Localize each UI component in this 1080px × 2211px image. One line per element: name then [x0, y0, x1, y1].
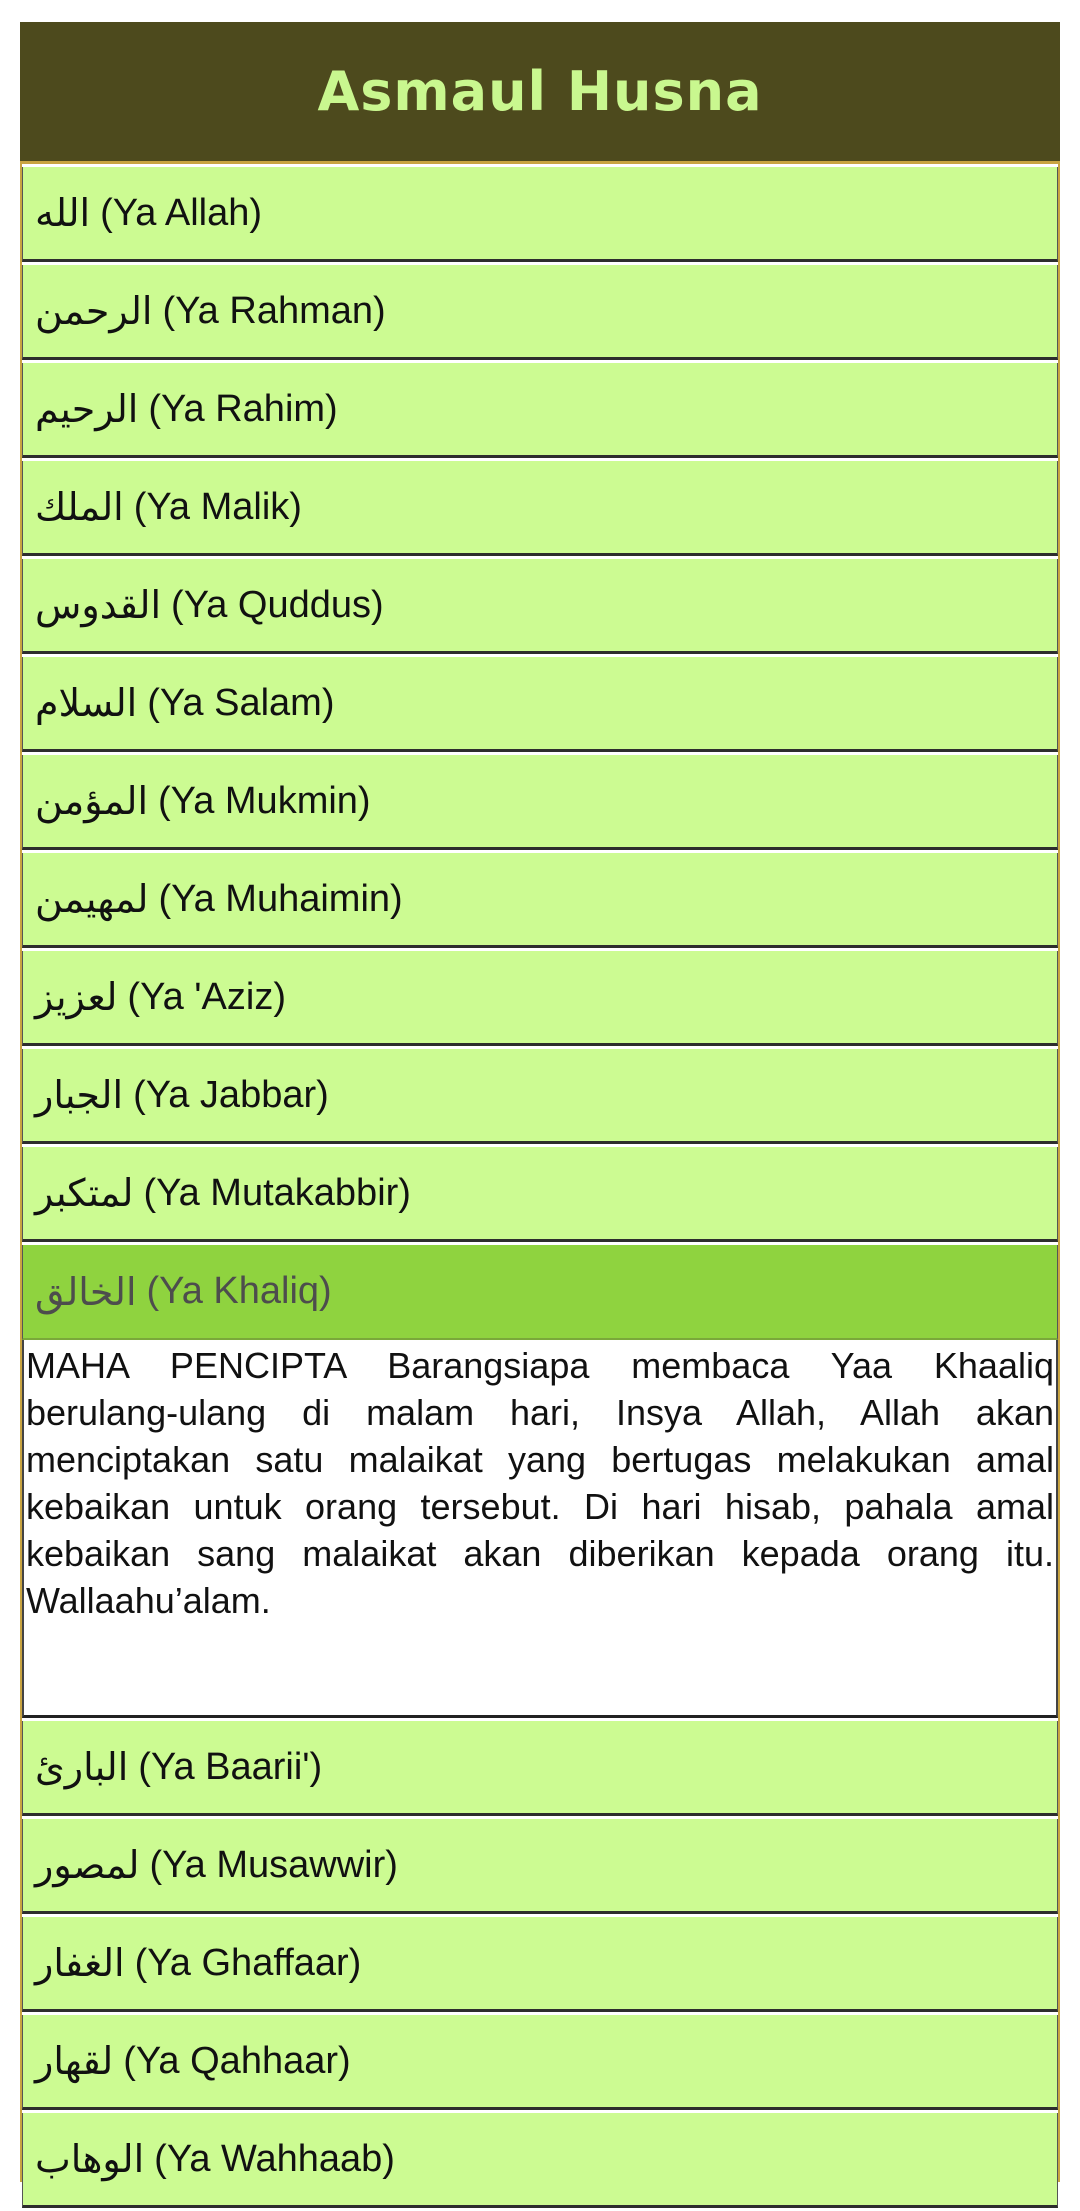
- arabic-name: الله: [35, 191, 91, 235]
- page-title: Asmaul Husna: [317, 60, 763, 123]
- arabic-name: لمهيمن: [35, 877, 149, 921]
- list-item[interactable]: [22, 363, 1058, 458]
- arabic-name: الملك: [35, 485, 124, 529]
- latin-name: (Ya Malik): [133, 485, 302, 528]
- list-item[interactable]: [22, 853, 1058, 948]
- latin-name: (Ya Ghaffaar): [134, 1941, 362, 1984]
- list-item[interactable]: [22, 755, 1058, 850]
- list-item-expanded[interactable]: [22, 1245, 1058, 1340]
- names-list[interactable]: [22, 167, 1058, 2211]
- list-item[interactable]: [22, 1721, 1058, 1816]
- list-item[interactable]: [22, 1147, 1058, 1242]
- latin-name: (Ya Quddus): [171, 583, 384, 626]
- arabic-name: لقهار: [35, 2039, 114, 2083]
- arabic-name: الخالق: [35, 1269, 137, 1314]
- app-header: [20, 22, 1060, 164]
- latin-name: (Ya Baarii'): [138, 1745, 323, 1788]
- arabic-name: المؤمن: [35, 779, 149, 823]
- latin-name: (Ya Muhaimin): [158, 877, 403, 920]
- latin-name: (Ya 'Aziz): [127, 975, 286, 1018]
- latin-name: (Ya Wahhaab): [154, 2137, 395, 2180]
- arabic-name: الرحمن: [35, 289, 153, 333]
- arabic-name: الرحيم: [35, 387, 139, 431]
- latin-name: (Ya Allah): [100, 191, 263, 234]
- list-item[interactable]: [22, 2113, 1058, 2208]
- arabic-name: القدوس: [35, 583, 162, 627]
- arabic-name: الوهاب: [35, 2137, 145, 2181]
- arabic-name: لمصور: [35, 1843, 140, 1887]
- list-item[interactable]: [22, 2015, 1058, 2110]
- latin-name: (Ya Musawwir): [149, 1843, 398, 1886]
- latin-name: (Ya Rahman): [162, 289, 386, 332]
- latin-name: (Ya Mukmin): [158, 779, 371, 822]
- arabic-name: البارئ: [35, 1745, 129, 1789]
- list-item[interactable]: [22, 657, 1058, 752]
- list-item[interactable]: [22, 1819, 1058, 1914]
- list-item[interactable]: [22, 559, 1058, 654]
- name-description: MAHA PENCIPTA Barangsiapa membaca Yaa Khaaliq berulang-ulang di malam hari, Insya Allah, Allah akan menciptakan satu malaikat yang bertugas melakukan amal kebaikan untuk orang tersebut. Di hari hisab, pahala amal kebaikan sang malaikat akan diberikan kepada orang itu. Wallaahu’alam.: [22, 1340, 1058, 1718]
- arabic-name: لعزيز: [35, 975, 118, 1019]
- arabic-name: السلام: [35, 681, 138, 725]
- list-item[interactable]: [22, 1917, 1058, 2012]
- latin-name: (Ya Rahim): [148, 387, 338, 430]
- arabic-name: الغفار: [35, 1941, 125, 1985]
- list-item[interactable]: [22, 265, 1058, 360]
- arabic-name: لمتكبر: [35, 1171, 134, 1215]
- latin-name: (Ya Qahhaar): [123, 2039, 351, 2082]
- latin-name: (Ya Salam): [147, 681, 335, 724]
- list-item[interactable]: [22, 1049, 1058, 1144]
- latin-name: (Ya Jabbar): [133, 1073, 329, 1116]
- latin-name: (Ya Khaliq): [146, 1270, 332, 1312]
- list-item[interactable]: [22, 167, 1058, 262]
- arabic-name: الجبار: [35, 1073, 124, 1117]
- list-item[interactable]: [22, 951, 1058, 1046]
- latin-name: (Ya Mutakabbir): [143, 1171, 411, 1214]
- list-item[interactable]: [22, 461, 1058, 556]
